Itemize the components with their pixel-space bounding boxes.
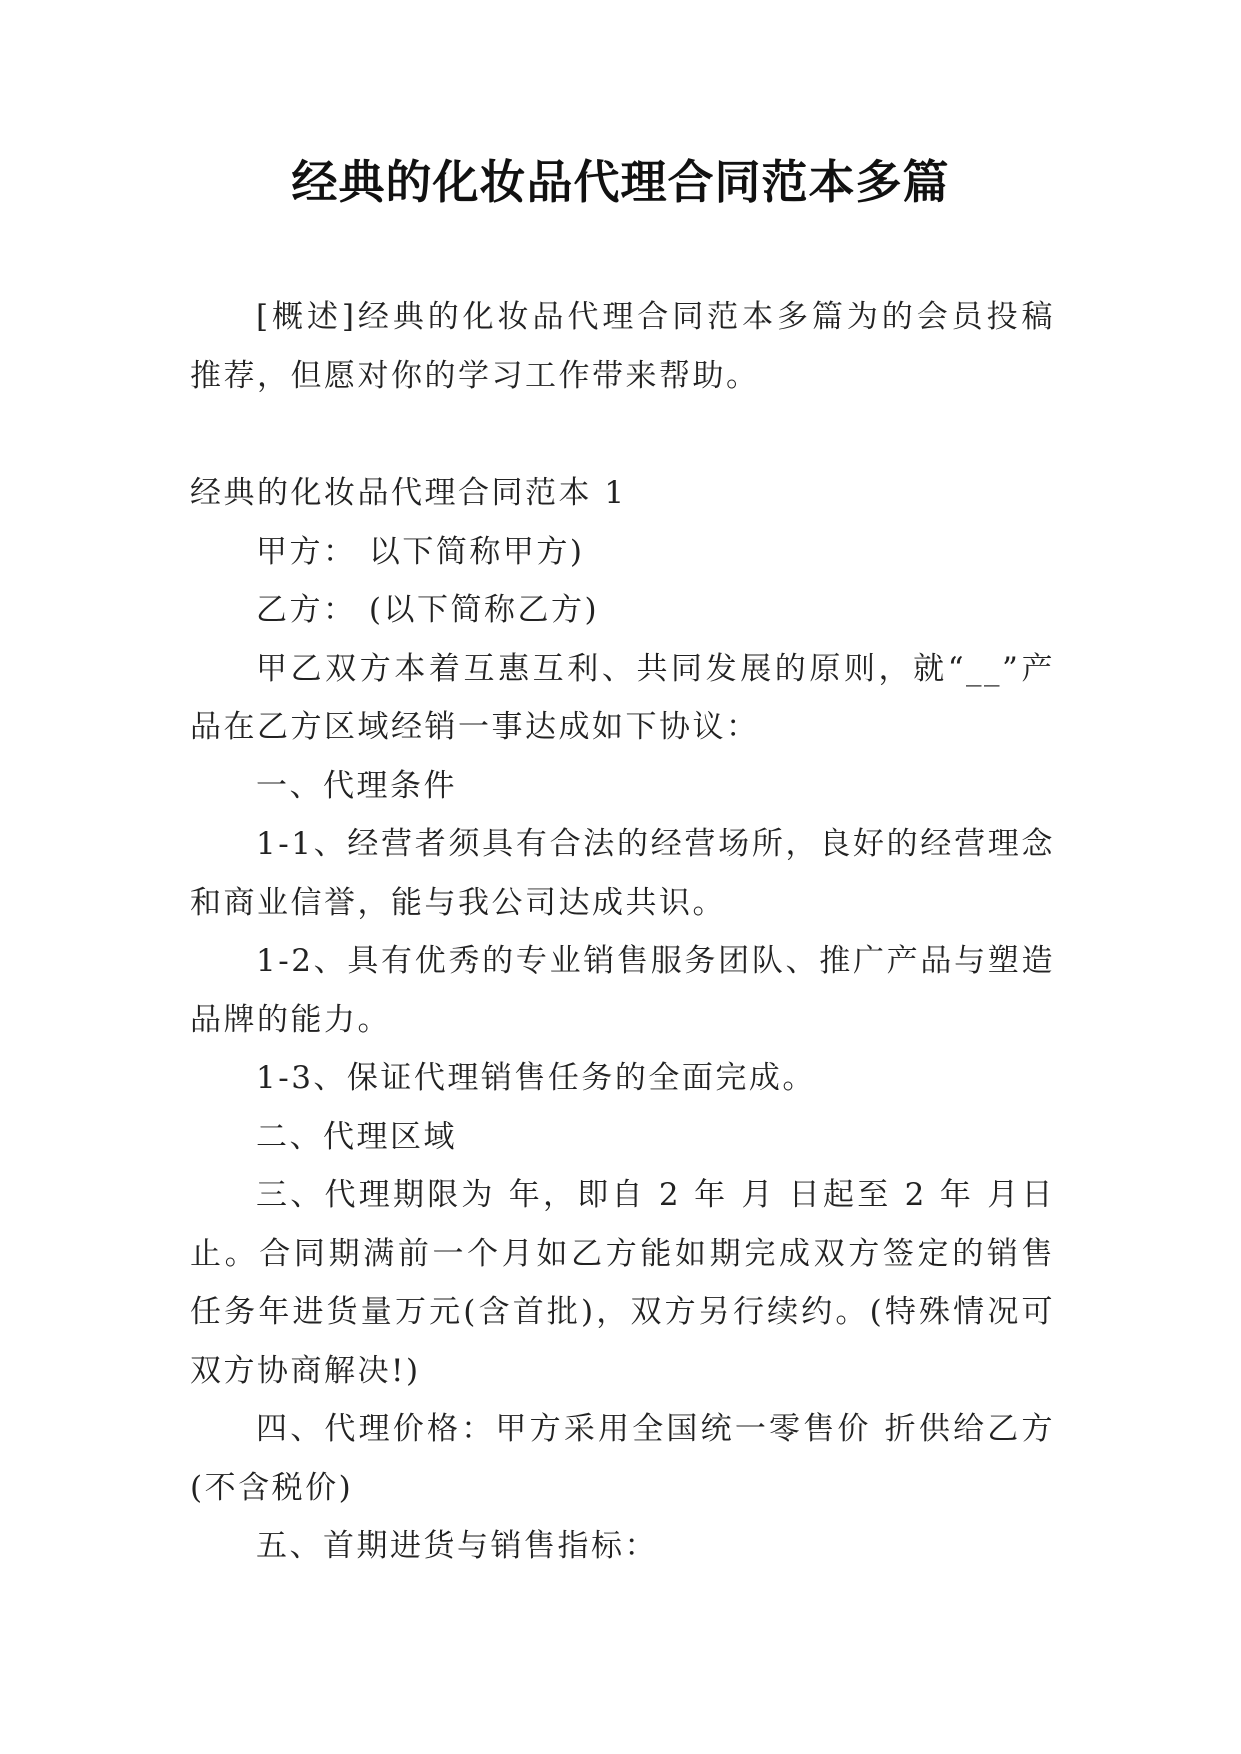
clause-4-price: 四、代理价格：甲方采用全国统一零售价 折供给乙方(不含税价) bbox=[190, 1411, 1055, 1506]
summary-paragraph: [概述]经典的化妆品代理合同范本多篇为的会员投稿推荐，但愿对你的学习工作带来帮助。 bbox=[190, 299, 1055, 394]
clause-3-term: 三、代理期限为 年，即自 2 年 月 日起至 2 年 月日止。合同期满前一个月如乙方能如期完成双方签定的销售任务年进货量万元(含首批)，双方另行续约。(特殊情况可双方协商解决!) bbox=[190, 1177, 1055, 1389]
party-a-line: 甲方： 以下简称甲方) bbox=[256, 533, 585, 570]
document-title: 经典的化妆品代理合同范本多篇 bbox=[291, 155, 950, 209]
party-b-line: 乙方： (以下简称乙方) bbox=[256, 592, 600, 628]
clause-1-3: 1-3、保证代理销售任务的全面完成。 bbox=[256, 1060, 816, 1096]
clause-1-1: 1-1、经营者须具有合法的经营场所，良好的经营理念和商业信誉，能与我公司达成共识。 bbox=[190, 826, 1055, 921]
clause-heading-5: 五、首期进货与销售指标： bbox=[256, 1528, 658, 1564]
preamble-paragraph: 甲乙双方本着互惠互利、共同发展的原则，就“__”产品在乙方区域经销一事达成如下协议： bbox=[190, 650, 1055, 745]
clause-heading-2: 二、代理区域 bbox=[256, 1118, 457, 1155]
section-heading: 经典的化妆品代理合同范本 1 bbox=[190, 475, 627, 511]
clause-1-2: 1-2、具有优秀的专业销售服务团队、推广产品与塑造品牌的能力。 bbox=[190, 943, 1055, 1038]
clause-heading-1: 一、代理条件 bbox=[256, 767, 457, 804]
document-body bbox=[190, 288, 1055, 1576]
